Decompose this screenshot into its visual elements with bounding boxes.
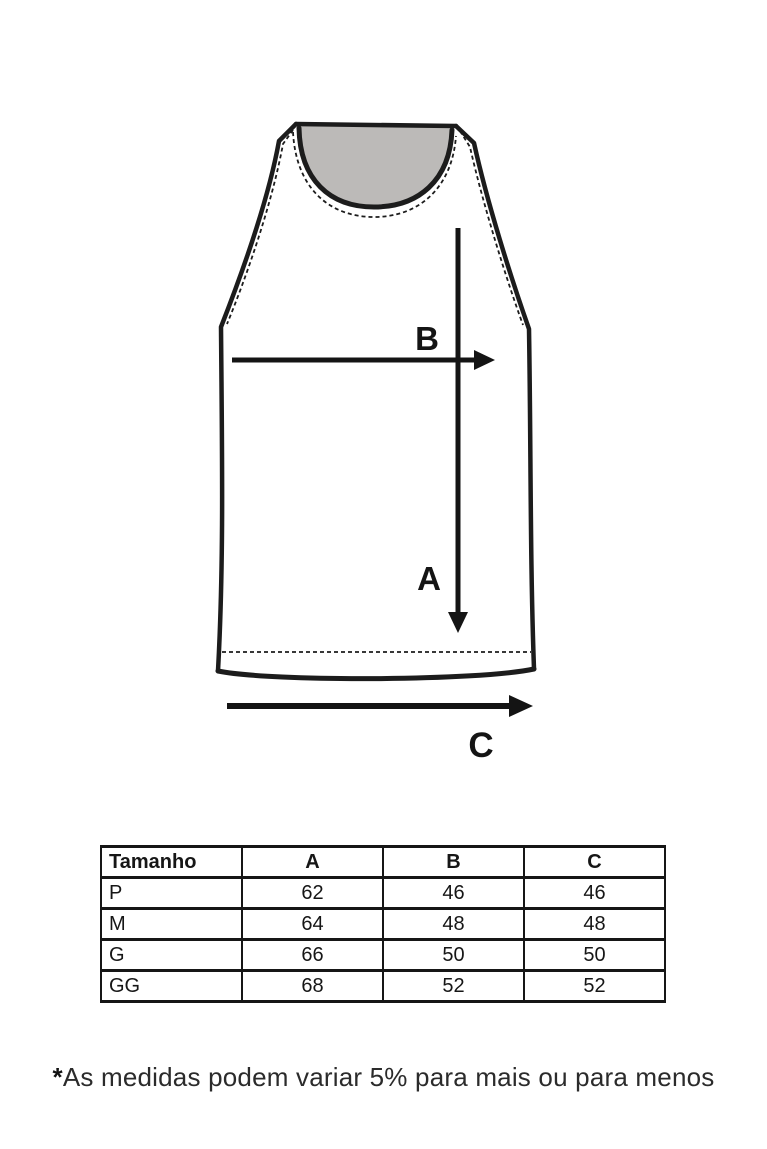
arrow-right-icon bbox=[474, 350, 495, 370]
measurement-cell: 66 bbox=[242, 940, 383, 971]
header-b: B bbox=[383, 847, 524, 878]
measurement-cell: 46 bbox=[524, 878, 665, 909]
footnote-text: As medidas podem variar 5% para mais ou para menos bbox=[62, 1062, 715, 1092]
size-cell: GG bbox=[101, 971, 242, 1002]
measurement-cell: 46 bbox=[383, 878, 524, 909]
footnote bbox=[0, 1062, 767, 1093]
header-a: A bbox=[242, 847, 383, 878]
size-cell: G bbox=[101, 940, 242, 971]
measurement-cell: 64 bbox=[242, 909, 383, 940]
garment-outline bbox=[218, 124, 534, 679]
arrow-right-icon bbox=[509, 695, 533, 717]
header-c: C bbox=[524, 847, 665, 878]
measurement-cell: 52 bbox=[383, 971, 524, 1002]
measurement-cell: 68 bbox=[242, 971, 383, 1002]
measurement-cell: 48 bbox=[524, 909, 665, 940]
footnote-asterisk: * bbox=[52, 1062, 63, 1092]
size-cell: M bbox=[101, 909, 242, 940]
size-table bbox=[100, 845, 666, 1003]
arrow-down-icon bbox=[448, 612, 468, 633]
measurement-cell: 50 bbox=[383, 940, 524, 971]
measure-arrow-length bbox=[448, 228, 468, 633]
measurement-cell: 50 bbox=[524, 940, 665, 971]
measurement-cell: 48 bbox=[383, 909, 524, 940]
measurement-cell: 62 bbox=[242, 878, 383, 909]
size-cell: P bbox=[101, 878, 242, 909]
measurement-cell: 52 bbox=[524, 971, 665, 1002]
header-size: Tamanho bbox=[101, 847, 242, 878]
table-row bbox=[101, 878, 665, 909]
measurement-label-a: A bbox=[417, 560, 441, 597]
measurement-label-c: C bbox=[468, 726, 494, 765]
table-row bbox=[101, 909, 665, 940]
table-header-row bbox=[101, 847, 665, 878]
measurement-label-b: B bbox=[415, 320, 439, 357]
measure-arrow-hem bbox=[227, 695, 533, 717]
table-row bbox=[101, 940, 665, 971]
neck-opening bbox=[296, 124, 456, 207]
table-row bbox=[101, 971, 665, 1002]
